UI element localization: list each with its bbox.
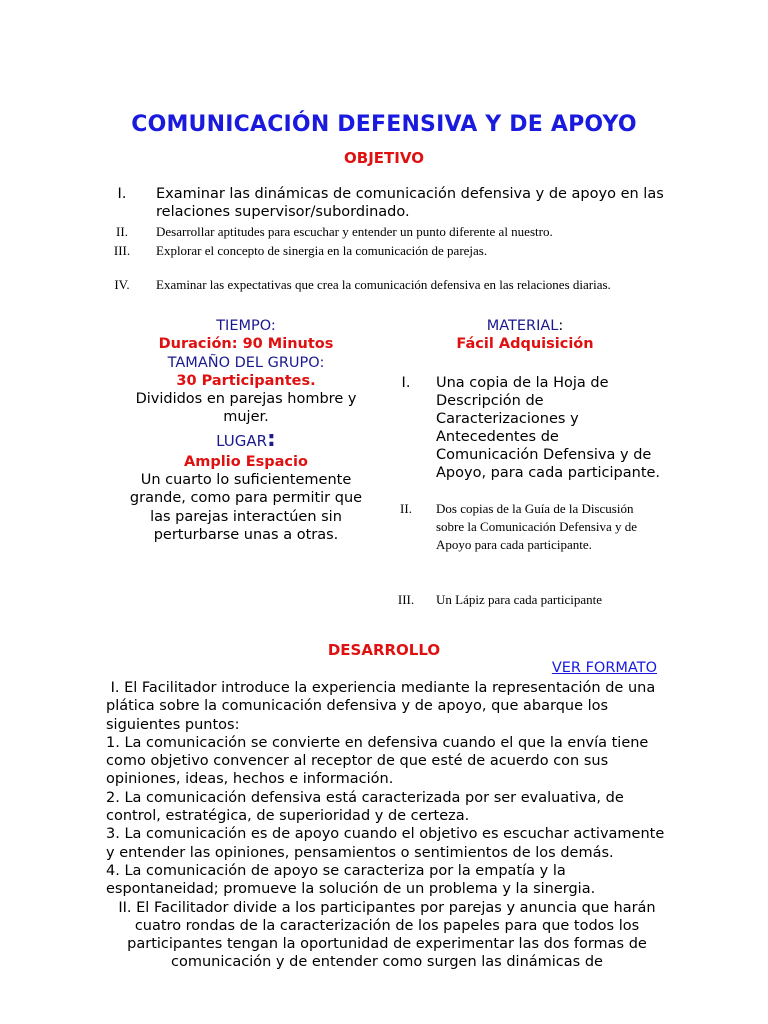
body-paragraph: 3. La comunicación es de apoyo cuando el objetivo es escuchar activamente y entender las opiniones, pensamientos o sentimientos de los demás.: [106, 826, 665, 861]
material-heading: [400, 317, 650, 354]
material-label: [400, 317, 650, 335]
document-title: COMUNICACIÓN DEFENSIVA Y DE APOYO: [131, 112, 637, 137]
tiempo-label: TIEMPO:: [216, 318, 276, 334]
facil-adquisicion-value: Fácil Adquisición: [456, 336, 594, 353]
logistics-column: [110, 317, 382, 544]
objective-number: IV.: [114, 277, 130, 292]
cuarto-text: Un cuarto lo suficientemente grande, como para permitir que las parejas interactúen sin perturbarse unas a otras.: [129, 472, 363, 543]
objective-number: III.: [113, 243, 131, 258]
material-number: III.: [397, 592, 415, 607]
tamano-grupo-label: TAMAÑO DEL GRUPO:: [167, 354, 325, 371]
material-text: Dos copias de la Guía de la Discusión sobre la Comunicación Defensiva y de Apoyo para cada participante.: [436, 501, 638, 552]
objective-text: Desarrollar aptitudes para escuchar y entender un punto diferente al nuestro.: [156, 224, 553, 239]
desarrollo-body: [106, 679, 668, 972]
material-text: Un Lápiz para cada participante: [436, 592, 603, 607]
body-paragraph: 4. La comunicación de apoyo se caracteriza por la empatía y la espontaneidad; promueve la solución de un problema y la sinergia.: [106, 862, 596, 898]
objective-number: I.: [117, 186, 127, 202]
body-paragraph: II. El Facilitador divide a los participantes por parejas y anuncia que harán cuatro rondas de la caracterización de los papeles para que todos los participantes tengan la oportunidad de experimentar las dos formas de comunicación y de entender como surgen las dinámicas de: [118, 899, 656, 971]
desarrollo-heading: DESARROLLO: [327, 641, 441, 659]
material-label-text: MATERIAL: [486, 318, 559, 334]
objetivo-heading: OBJETIVO: [344, 149, 424, 167]
participantes-value: 30 Participantes.: [176, 372, 316, 389]
lugar-label-text: LUGAR: [216, 431, 268, 450]
material-colon: :: [558, 318, 564, 334]
body-paragraph: I. El Facilitador introduce la experiencia mediante la representación de una plática sobre la comunicación defensiva y de apoyo, que abarque los siguientes puntos:: [106, 680, 660, 733]
objective-text: Examinar las expectativas que crea la comunicación defensiva en las relaciones diarias.: [156, 277, 611, 292]
material-number: II.: [400, 501, 412, 516]
lugar-label: [110, 428, 382, 453]
body-paragraph: 1. La comunicación se convierte en defensiva cuando el que la envía tiene como objetivo convencer al receptor de que esté de acuerdo con sus opiniones, ideas, hechos e información.: [106, 734, 649, 788]
objective-number: II.: [116, 224, 128, 239]
divididos-text: Divididos en parejas hombre y mujer.: [135, 391, 357, 426]
objective-text: Examinar las dinámicas de comunicación defensiva y de apoyo en las relaciones supervisor/subordinado.: [156, 186, 664, 220]
body-paragraph: 2. La comunicación defensiva está caracterizada por ser evaluativa, de control, estratégica, de superioridad y de certeza.: [106, 789, 624, 825]
amplio-espacio-value: Amplio Espacio: [184, 453, 308, 470]
material-text: Una copia de la Hoja de Descripción de Caracterizaciones y Antecedentes de Comunicación Defensiva y de Apoyo, para cada participante.: [436, 375, 661, 481]
lugar-colon: :: [267, 426, 276, 452]
material-number: I.: [401, 375, 411, 391]
duracion-value: Duración: 90 Minutos: [158, 336, 334, 353]
ver-formato-link[interactable]: VER FORMATO: [551, 660, 657, 676]
objective-text: Explorar el concepto de sinergia en la comunicación de parejas.: [156, 243, 488, 258]
